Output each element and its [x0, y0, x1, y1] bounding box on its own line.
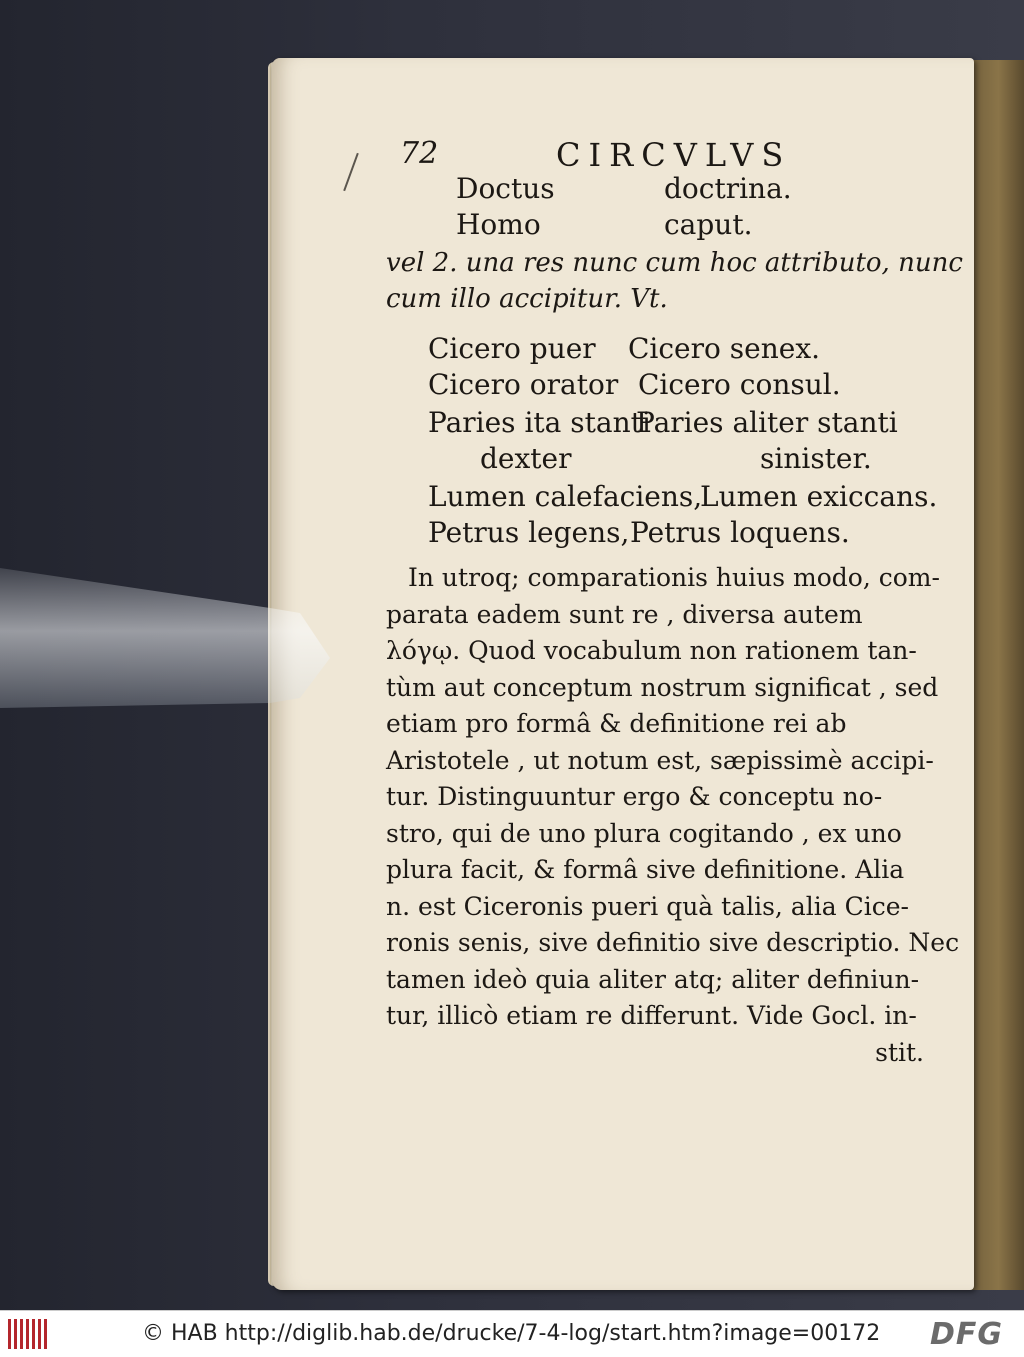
body-line-13: tur, illicò etiam re differunt. Vide Gocl. in- — [386, 1001, 917, 1030]
example-right-2: Cicero consul. — [638, 368, 841, 401]
body-line-1: In utroq; comparationis huius modo, com- — [408, 563, 940, 592]
body-line-3: λόγῳ. Quod vocabulum non rationem tan- — [386, 636, 917, 665]
body-line-6: Aristotele , ut notum est, sæpissimè accipi- — [386, 745, 934, 775]
dfg-logo: DFG — [930, 1317, 1004, 1352]
example-right-5: Lumen exiccans. — [700, 480, 938, 513]
example-left-3: Paries ita stanti — [428, 406, 651, 439]
page-number: 72 — [400, 136, 439, 171]
example-right-3: Paries aliter stanti — [636, 406, 898, 439]
body-line-11: ronis senis, sive definitio sive descriptio. Nec — [386, 928, 960, 957]
body-line-2: parata eadem sunt re , diversa autem — [386, 599, 863, 629]
body-line-7: tur. Distinguuntur ergo & conceptu no- — [386, 782, 883, 811]
body-line-4: tùm aut conceptum nostrum significat , sed — [386, 672, 939, 702]
example-right-1: Cicero senex. — [628, 332, 821, 365]
example-right-6: Petrus loquens. — [630, 516, 850, 549]
body-paragraph — [386, 560, 960, 1071]
table-top-right-2: caput. — [664, 208, 753, 241]
body-line-9: plura facit, & formâ sive definitione. Alia — [386, 855, 905, 884]
body-line-10: n. est Ciceronis pueri quà talis, alia Cice- — [386, 891, 909, 921]
example-left-5: Lumen calefaciens, — [428, 480, 703, 513]
body-line-14: stit. — [875, 1037, 924, 1067]
body-line-5: etiam pro formâ & definitione rei ab — [386, 709, 847, 738]
body-line-12: tamen ideò quia aliter atq; aliter definiun- — [386, 964, 920, 994]
hab-barcode-logo-icon — [8, 1319, 48, 1349]
running-title: CIRCVLVS — [556, 136, 792, 174]
body-line-8: stro, qui de uno plura cogitando , ex uno — [386, 818, 902, 848]
table-top-left-1: Doctus — [456, 172, 555, 205]
footer-bar — [0, 1310, 1024, 1357]
example-right-4: sinister. — [760, 442, 872, 475]
example-left-4: dexter — [480, 442, 572, 475]
intro-line-1: vel 2. una res nunc cum hoc attributo, nunc — [386, 248, 963, 278]
table-top-left-2: Homo — [456, 208, 541, 241]
example-left-6: Petrus legens, — [428, 516, 630, 549]
example-left-1: Cicero puer — [428, 332, 596, 365]
example-left-2: Cicero orator — [428, 368, 619, 401]
page-header — [400, 136, 830, 176]
table-top-right-1: doctrina. — [664, 172, 792, 205]
footer-credit-link[interactable]: © HAB http://diglib.hab.de/drucke/7-4-log/start.htm?image=00172 — [142, 1321, 881, 1346]
intro-line-2: cum illo accipitur. Vt. — [386, 284, 668, 314]
